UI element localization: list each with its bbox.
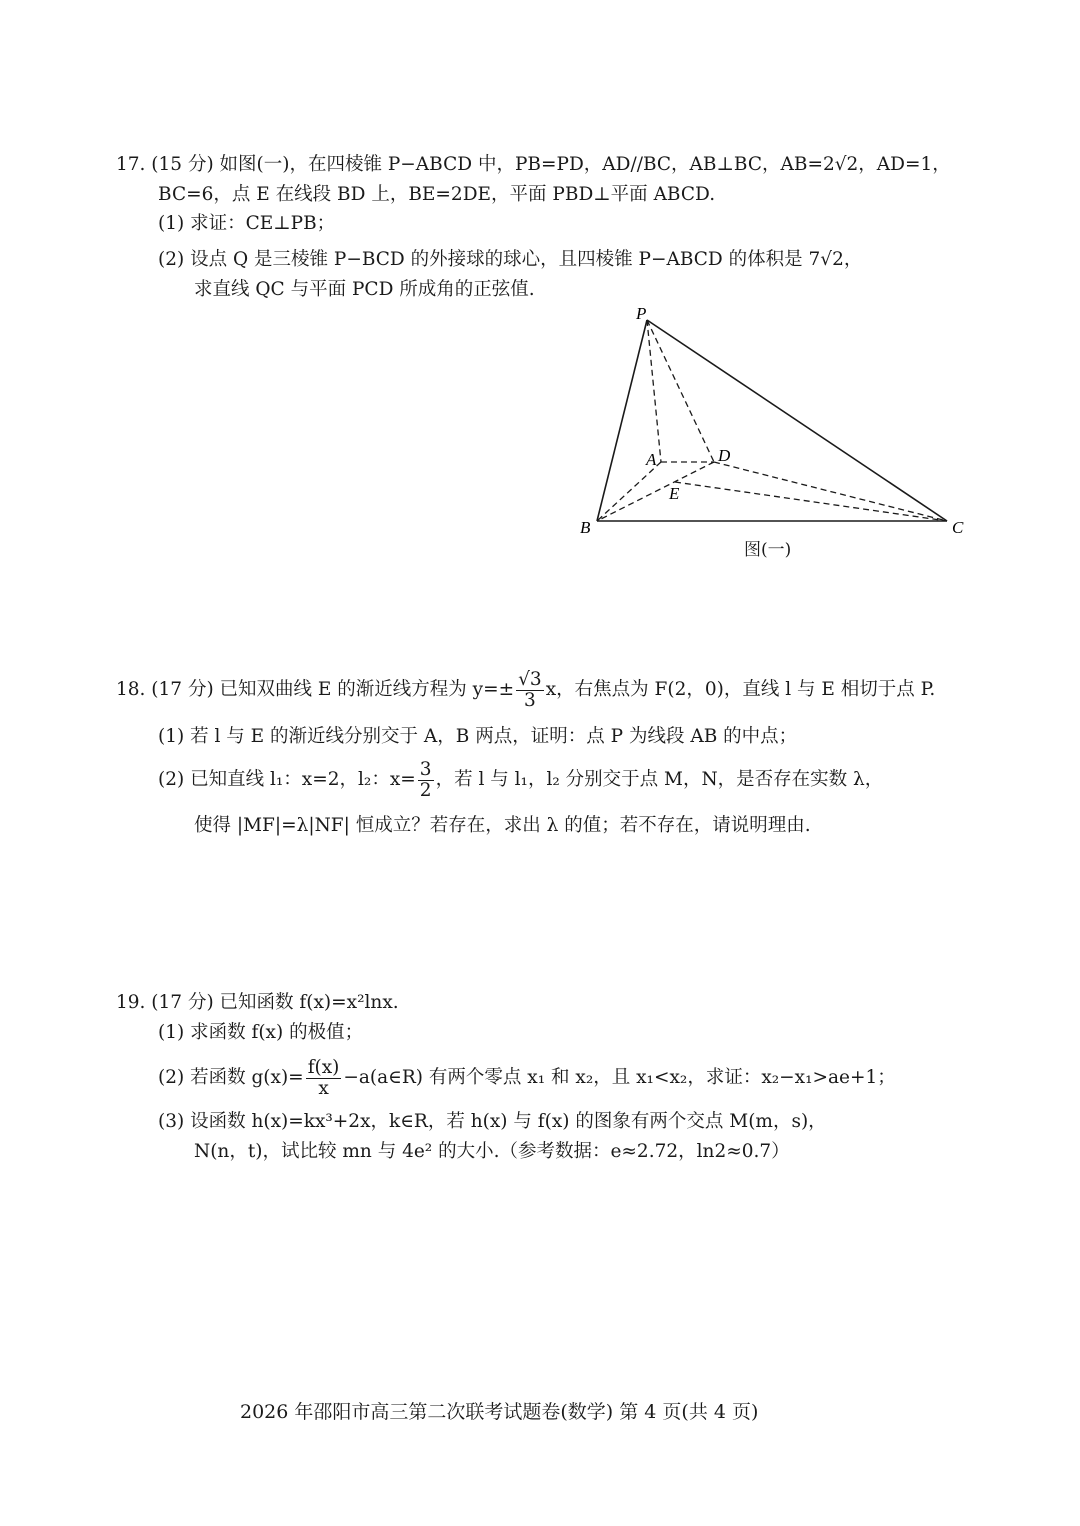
pyramid-figure <box>0 0 1080 600</box>
denominator: x <box>318 1077 329 1099</box>
denominator: 2 <box>419 779 432 801</box>
page-footer: 2026 年邵阳市高三第二次联考试题卷(数学) 第 4 页(共 4 页) <box>240 1401 759 1423</box>
figure-caption: 图(一) <box>744 540 792 560</box>
edge-PD <box>647 320 714 462</box>
label-P: P <box>636 304 647 323</box>
q18-line1-pre: 18. (17 分) 已知双曲线 E 的渐近线方程为 y=± <box>116 679 515 700</box>
q18-part2 <box>158 758 883 802</box>
q19-part1: (1) 求函数 f(x) 的极值； <box>158 1022 364 1043</box>
q18-part1: (1) 若 l 与 E 的渐近线分别交于 A，B 两点，证明：点 P 为线段 AB 的中点； <box>158 726 798 747</box>
fraction <box>306 1058 342 1099</box>
q19-part3a: (3) 设函数 h(x)=kx³+2x，k∈R，若 h(x) 与 f(x) 的图象有两个交点 M(m，s)， <box>158 1111 827 1132</box>
numerator: f(x) <box>307 1056 340 1078</box>
q18-part2-post: ，若 l 与 l₁，l₂ 分别交于点 M，N，是否存在实数 λ， <box>435 769 884 790</box>
numerator: √3 <box>518 668 542 690</box>
q19-part2-post: −a(a∈R) 有两个零点 x₁ 和 x₂，且 x₁<x₂，求证：x₂−x₁>ae+1； <box>343 1067 896 1088</box>
q17-part2b: 求直线 QC 与平面 PCD 所成角的正弦值. <box>194 279 535 300</box>
label-B: B <box>580 518 591 537</box>
q19-part3b: N(n，t)，试比较 mn 与 4e² 的大小.（参考数据：e≈2.72，ln2≈0.7） <box>194 1141 790 1162</box>
edge-BD <box>597 462 714 521</box>
q17-line1: 17. (15 分) 如图(一)，在四棱锥 P−ABCD 中，PB=PD，AD//BC，AB⊥BC，AB=2√2，AD=1， <box>116 154 951 175</box>
edge-PB <box>597 320 647 521</box>
q17-part2a: (2) 设点 Q 是三棱锥 P−BCD 的外接球的球心，且四棱锥 P−ABCD 的体积是 7√2， <box>158 249 863 270</box>
edge-PC <box>647 320 947 521</box>
label-C: C <box>952 518 964 537</box>
numerator: 3 <box>419 758 432 780</box>
edge-PA <box>647 320 661 462</box>
q17-line2: BC=6，点 E 在线段 BD 上，BE=2DE，平面 PBD⊥平面 ABCD. <box>158 184 716 205</box>
fraction <box>516 670 544 711</box>
q18-line1-post: x，右焦点为 F(2，0)，直线 l 与 E 相切于点 P. <box>545 679 936 700</box>
q17-part1: (1) 求证：CE⊥PB； <box>158 213 336 234</box>
edge-EC <box>675 482 947 521</box>
q19-part2 <box>158 1056 896 1100</box>
q19-part2-pre: (2) 若函数 g(x)= <box>158 1067 304 1088</box>
label-A: A <box>646 450 657 469</box>
edge-DC <box>714 462 947 521</box>
fraction <box>418 760 434 801</box>
q18-part2-pre: (2) 已知直线 l₁：x=2，l₂：x= <box>158 769 416 790</box>
edge-AB <box>597 462 661 521</box>
label-D: D <box>718 446 731 465</box>
denominator: 3 <box>524 689 536 711</box>
label-E: E <box>669 484 680 503</box>
q19-line1: 19. (17 分) 已知函数 f(x)=x²lnx. <box>116 992 399 1013</box>
q18-part2b: 使得 |MF|=λ|NF| 恒成立？若存在，求出 λ 的值；若不存在，请说明理由. <box>194 815 811 836</box>
q18-line1 <box>116 668 935 712</box>
